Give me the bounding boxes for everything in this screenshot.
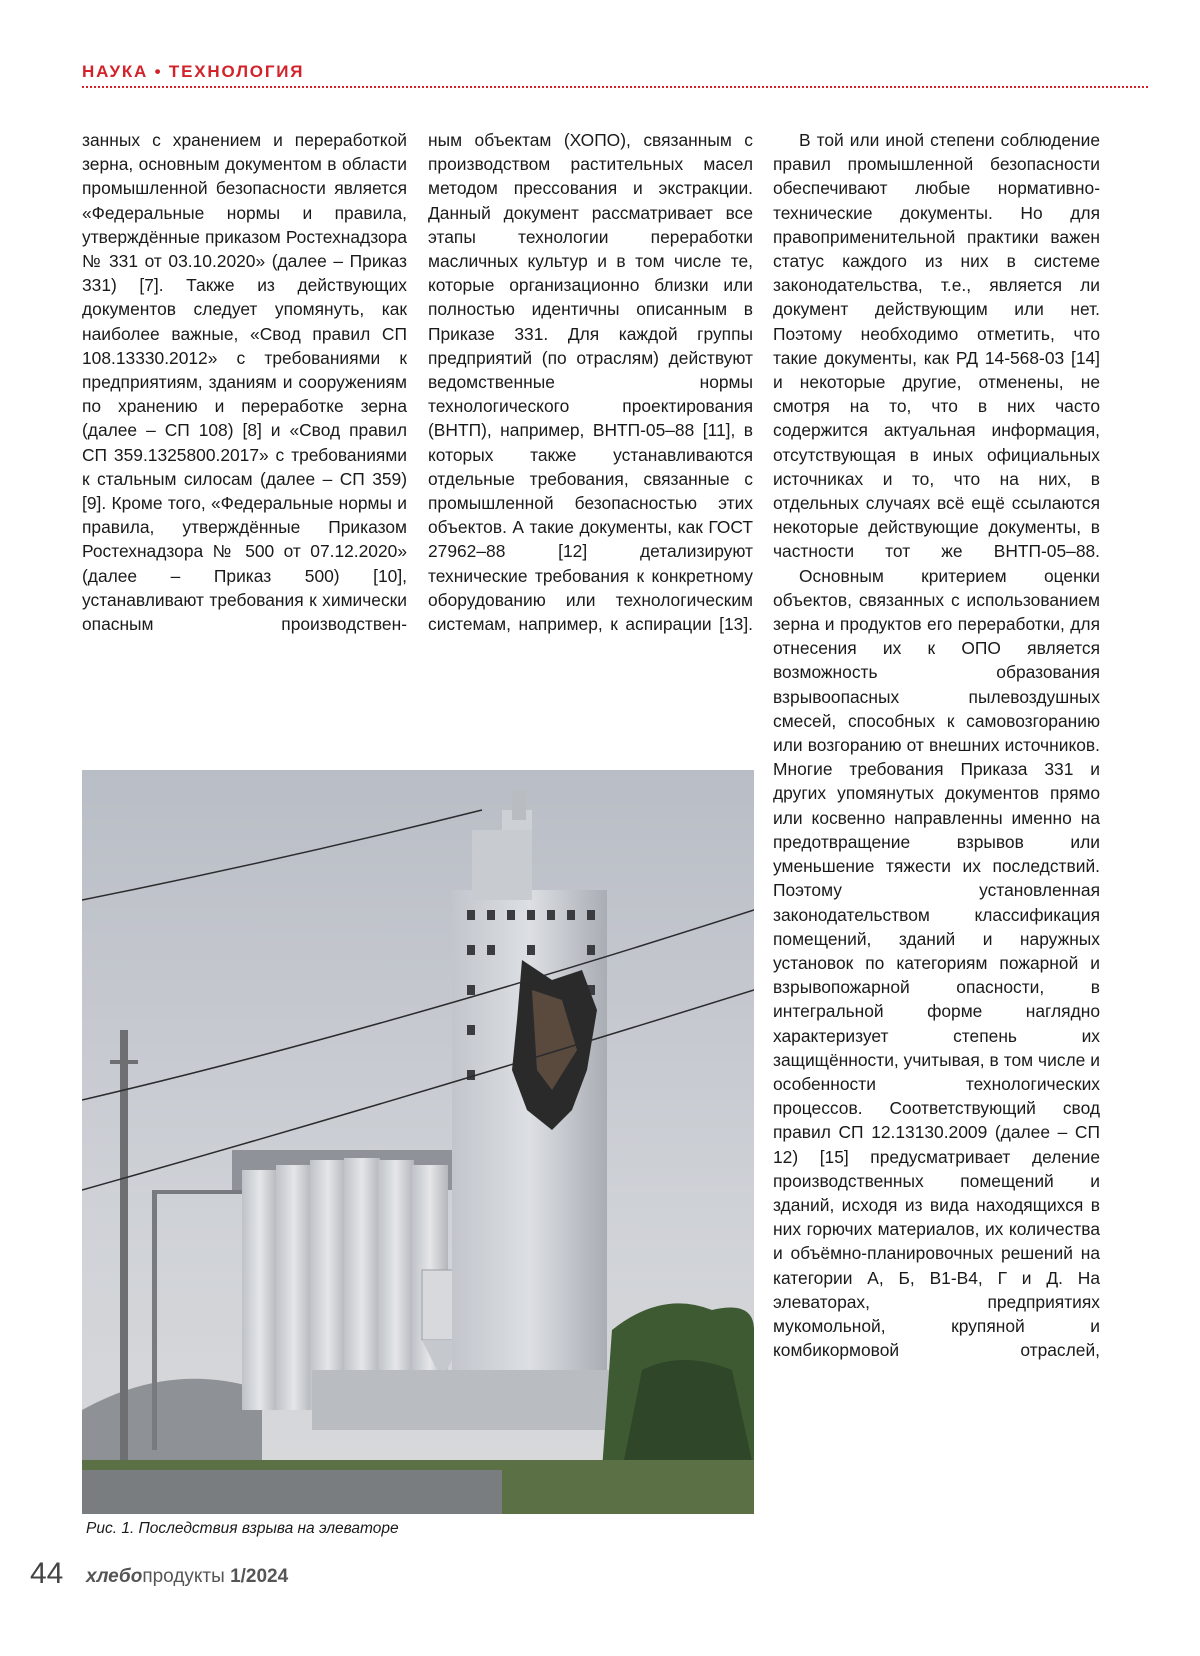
paragraph: занных с хранением и переработкой зерна, основным документом в области промышленной безопасности является «Федеральные нормы и правила, утверждённые приказом Ростехнадзора № 331 от 03.10.2020» (далее – Приказ 331) [7]. Также из действующих документов следует упомянуть, как наиболее важные, «Свод правил СП 108.13330.2012» с требованиями к предприятиям, зданиям и сооружениям по хранению и переработке зерна (далее – СП 108) [8] и «Свод правил СП 359.1325800.2017» с требованиями к стальным силосам (далее – СП 359) [9]. Кроме того, «Федеральные нормы и правила, утверждённые Приказом Ростехнадзора № 500 от 07.12.2020» (далее – Приказ 500) [10], устанавливают требования к химически опасным производствен-: [82, 130, 407, 635]
paragraph: В той или иной степени соблюдение правил промышленной безопасности обеспечивают любые нормативно-технические документы. Но для правоприменительной практики важен статус каждого из них в системе законодательства, т.е., является ли документ действующим или нет. Поэтому необходимо отметить, что такие документы, как РД 14-568-03 [14] и некоторые другие, отменены, не смотря на то, что в них часто содержится актуальная информация, отсутствующая в иных официальных источниках и то, что на них, в отдельных случаях всё ещё ссылаются некоторые действующие документы, в частности тот же ВНТП-05–88.: [773, 130, 1100, 562]
magazine-footer: [86, 1566, 288, 1588]
page-number: 44: [30, 1557, 64, 1590]
paragraph: Основным критерием оценки объектов, связанных с использованием зерна и продуктов его переработки, для отнесения их к ОПО является возможность образования взрывоопасных пылевоздушных смесей, способных к самовозгоранию или возгоранию от внешних источников. Многие требования Приказа 331 и других упомянутых документов прямо или косвенно направленны именно на предотвращение взрывов или уменьшение тяжести их последствий. Поэтому установленная законодательством классификация помещений, зданий и наружных установок по категориям пожарной и взрывопожарной опасности, в интегральной форме наглядно характеризует степень их защищённости, учитывая, в том числе и особенности технологических процессов. Соответствующий свод правил СП 12.13130.2009 (далее – СП 12) [15] предусматривает деление производственных помещений и зданий, исходя из вида находящихся в них горючих материалов, их количества и объёмно-планировочных решений на категории А, Б, В1-В4, Г и Д. На элеваторах, предприятиях мукомольной, крупяной и комбикормовой отраслей,: [773, 565, 1100, 1361]
text-column-1: [82, 128, 407, 636]
header-rule: [82, 86, 1150, 88]
magazine-brand-regular: продукты: [142, 1566, 225, 1587]
text-column-3: [773, 128, 1100, 1548]
magazine-issue: 1/2024: [230, 1566, 289, 1587]
figure-caption: Рис. 1. Последствия взрыва на элеваторе: [86, 1520, 399, 1537]
figure-photo-elevator-explosion: [82, 770, 754, 1514]
photo-illustration: [82, 770, 754, 1514]
section-header: НАУКА • ТЕХНОЛОГИЯ: [82, 62, 305, 81]
paragraph: ным объектам (ХОПО), связанным с производством растительных масел методом прессования и экстракции. Данный документ рассматривает все этапы технологии переработки масличных культур и в том числе те, которые организационно близки или полностью идентичны описанным в Приказе 331. Для каждой группы предприятий (по отраслям) действуют ведомственные нормы технологического проектирования (ВНТП), например, ВНТП-05–88 [11], в которых также устанавливаются отдельные требования, связанные с промышленной безопасностью этих объектов. А такие документы, как ГОСТ 27962–88 [12] детализируют технические требования к конкретному оборудованию или технологическим системам, например, к аспирации [13].: [428, 130, 753, 635]
text-column-2: [428, 128, 753, 636]
magazine-brand-bold: хлебо: [86, 1566, 143, 1587]
